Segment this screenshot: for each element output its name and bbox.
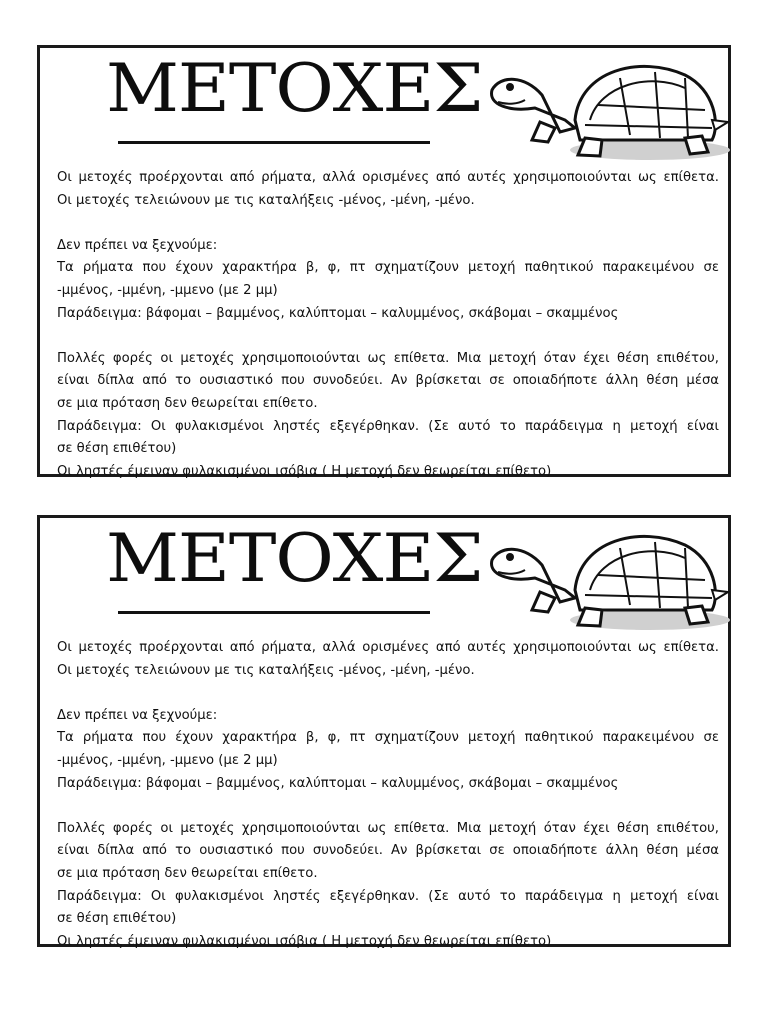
text-line: σε μια πρόταση δεν θεωρείται επίθετο.: [57, 395, 318, 411]
text-line: Οι μετοχές τελειώνουν με τις καταλήξεις -μένος, -μένη, -μένο.: [57, 192, 475, 208]
card-title: ΜΕΤΟΧΕΣ: [106, 50, 483, 127]
card-text: [57, 637, 719, 953]
card-title: ΜΕΤΟΧΕΣ: [106, 520, 483, 597]
text-line: Παράδειγμα: βάφομαι – βαμμένος, καλύπτομαι – καλυμμένος, σκάβομαι – σκαμμένος: [57, 305, 619, 321]
text-line: είναι δίπλα από το ουσιαστικό που συνοδεύει. Αν βρίσκεται σε οποιαδήποτε άλλη θέση μέσα: [57, 843, 719, 859]
text-line: Πολλές φορές οι μετοχές χρησιμοποιούνται ως επίθετα. Μια μετοχή όταν έχει θέση επιθέτου,: [57, 820, 719, 836]
text-line: Παράδειγμα: Οι φυλακισμένοι ληστές εξεγέρθηκαν. (Σε αυτό το παράδειγμα η μετοχή είναι: [57, 888, 719, 904]
text-line: -μμένος, -μμένη, -μμενο (με 2 μμ): [57, 282, 278, 298]
text-line: σε θέση επιθέτου): [57, 911, 177, 927]
card-text: [57, 167, 719, 483]
text-line: Οι ληστές έμειναν φυλακισμένοι ισόβια ( Η μετοχή δεν θεωρείται επίθετο): [57, 463, 552, 479]
title-underline: [118, 611, 430, 614]
worksheet-card-bottom: [37, 515, 731, 947]
text-line: Πολλές φορές οι μετοχές χρησιμοποιούνται ως επίθετα. Μια μετοχή όταν έχει θέση επιθέτου,: [57, 350, 719, 366]
text-line: σε μια πρόταση δεν θεωρείται επίθετο.: [57, 865, 318, 881]
text-line: Παράδειγμα: Οι φυλακισμένοι ληστές εξεγέρθηκαν. (Σε αυτό το παράδειγμα η μετοχή είναι: [57, 418, 719, 434]
text-line: Οι ληστές έμειναν φυλακισμένοι ισόβια ( Η μετοχή δεν θεωρείται επίθετο): [57, 933, 552, 949]
text-line: είναι δίπλα από το ουσιαστικό που συνοδεύει. Αν βρίσκεται σε οποιαδήποτε άλλη θέση μέσα: [57, 373, 719, 389]
text-line: Οι μετοχές προέρχονται από ρήματα, αλλά ορισμένες από αυτές χρησιμοποιούνται ως επίθετα.: [57, 170, 719, 185]
text-line: -μμένος, -μμένη, -μμενο (με 2 μμ): [57, 752, 278, 768]
worksheet-card-top: [37, 45, 731, 477]
text-line: Οι μετοχές προέρχονται από ρήματα, αλλά ορισμένες από αυτές χρησιμοποιούνται ως επίθετα.: [57, 640, 719, 655]
text-line: Οι μετοχές τελειώνουν με τις καταλήξεις -μένος, -μένη, -μένο.: [57, 662, 475, 678]
text-line: σε θέση επιθέτου): [57, 441, 177, 457]
text-line: Δεν πρέπει να ξεχνούμε:: [57, 237, 218, 253]
text-line: Τα ρήματα που έχουν χαρακτήρα β, φ, πτ σχηματίζουν μετοχή παθητικού παρακειμένου σε: [57, 260, 719, 276]
text-line: Παράδειγμα: βάφομαι – βαμμένος, καλύπτομαι – καλυμμένος, σκάβομαι – σκαμμένος: [57, 775, 619, 791]
text-line: Τα ρήματα που έχουν χαρακτήρα β, φ, πτ σχηματίζουν μετοχή παθητικού παρακειμένου σε: [57, 730, 719, 746]
turtle-illustration: [480, 50, 730, 166]
turtle-illustration: [480, 520, 730, 636]
title-underline: [118, 141, 430, 144]
text-line: Δεν πρέπει να ξεχνούμε:: [57, 707, 218, 723]
